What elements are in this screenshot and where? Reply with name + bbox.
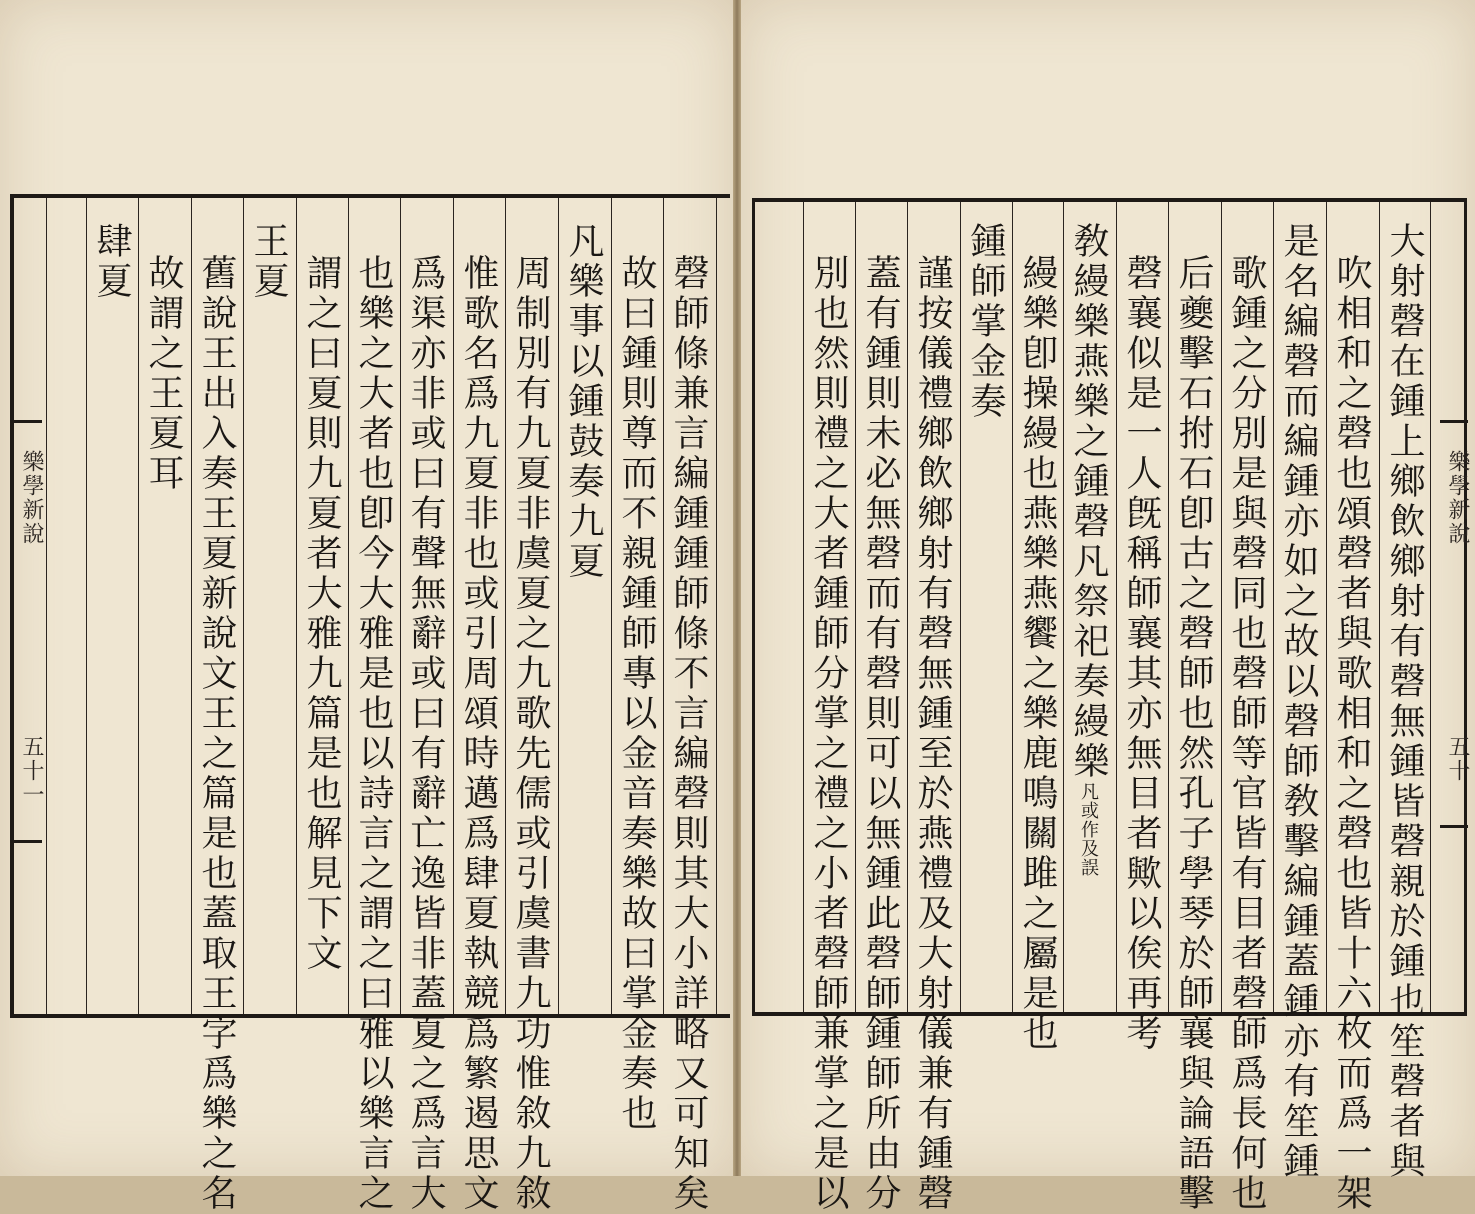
- left-column-9: 王夏: [248, 222, 289, 302]
- left-column-1: 磬師條兼言編鍾鍾師條不言編磬則其大小詳略又可知矣: [668, 254, 709, 1214]
- book-gutter: [733, 0, 741, 1176]
- right-column-3: 是名編磬而編鍾亦如之故以磬師敎擊編鍾蓋鍾亦有笙鍾: [1278, 222, 1319, 1182]
- right-column-11: 蓋有鍾則未必無磬而有磬則可以無鍾此磬師鍾師所由分: [860, 254, 901, 1214]
- right-column-4: 歌鍾之分別是與磬同也磬師等官皆有目者磬師爲長何也: [1226, 254, 1267, 1214]
- right-column-5: 后夔擊石拊石卽古之磬師也然孔子學琴於師襄與論語擊: [1173, 254, 1214, 1214]
- left-column-2: 故曰鍾則尊而不親鍾師專以金音奏樂故曰掌金奏也: [616, 254, 657, 1134]
- right-column-12: 別也然則禮之大者鍾師分掌之禮之小者磬師兼掌之是以: [808, 254, 849, 1214]
- left-margin-title: 樂學新說: [19, 450, 44, 546]
- right-column-7: [1068, 222, 1109, 877]
- right-column-7-text: 敎縵樂燕樂之鍾磬凡祭祀奏縵樂: [1068, 222, 1109, 782]
- right-column-8: 縵樂卽操縵也燕樂燕饗之樂鹿鳴關雎之屬是也: [1017, 254, 1058, 1054]
- right-folio-number: 五十: [1445, 735, 1470, 783]
- left-column-3: 凡樂事以鍾鼓奏九夏: [563, 222, 604, 582]
- left-fishtail-bottom: [14, 840, 42, 857]
- left-column-8: 謂之曰夏則九夏者大雅九篇是也解見下文: [301, 254, 342, 974]
- left-column-11: 故謂之王夏耳: [143, 254, 184, 494]
- left-column-12: 肆夏: [91, 222, 132, 302]
- right-column-9: 鍾師掌金奏: [965, 222, 1006, 422]
- right-fishtail-bottom: [1440, 825, 1468, 842]
- left-column-4: 周制別有九夏非虞夏之九歌先儒或引虞書九功惟敘九敘: [510, 254, 551, 1214]
- left-folio-number: 五十一: [19, 735, 44, 807]
- left-column-7: 也樂之大者也卽今大雅是也以詩言之謂之曰雅以樂言之: [353, 254, 394, 1214]
- right-column-2: 吹相和之磬也頌磬者與歌相和之磬也皆十六枚而爲一架: [1331, 254, 1372, 1214]
- left-fishtail-top: [14, 420, 42, 437]
- left-column-5: 惟歌名爲九夏非也或引周頌時邁爲肆夏執競爲繁遏思文: [458, 254, 499, 1214]
- right-column-1: 大射磬在鍾上鄉飲鄉射有磬無鍾皆磬親於鍾也笙磬者與: [1384, 222, 1425, 1182]
- right-margin-title: 樂學新說: [1445, 450, 1470, 546]
- right-fishtail-top: [1440, 420, 1468, 437]
- inline-note: 凡或作及誤: [1078, 782, 1099, 877]
- right-column-6: 磬襄似是一人旣稱師襄其亦無目者歟以俟再考: [1121, 254, 1162, 1054]
- left-column-6: 爲渠亦非或曰有聲無辭或曰有辭亡逸皆非蓋夏之爲言大: [405, 254, 446, 1214]
- right-column-10: 謹按儀禮鄉飲鄉射有磬無鍾至於燕禮及大射儀兼有鍾磬: [912, 254, 953, 1214]
- left-column-10: 舊說王出入奏王夏新說文王之篇是也蓋取王字爲樂之名: [196, 254, 237, 1214]
